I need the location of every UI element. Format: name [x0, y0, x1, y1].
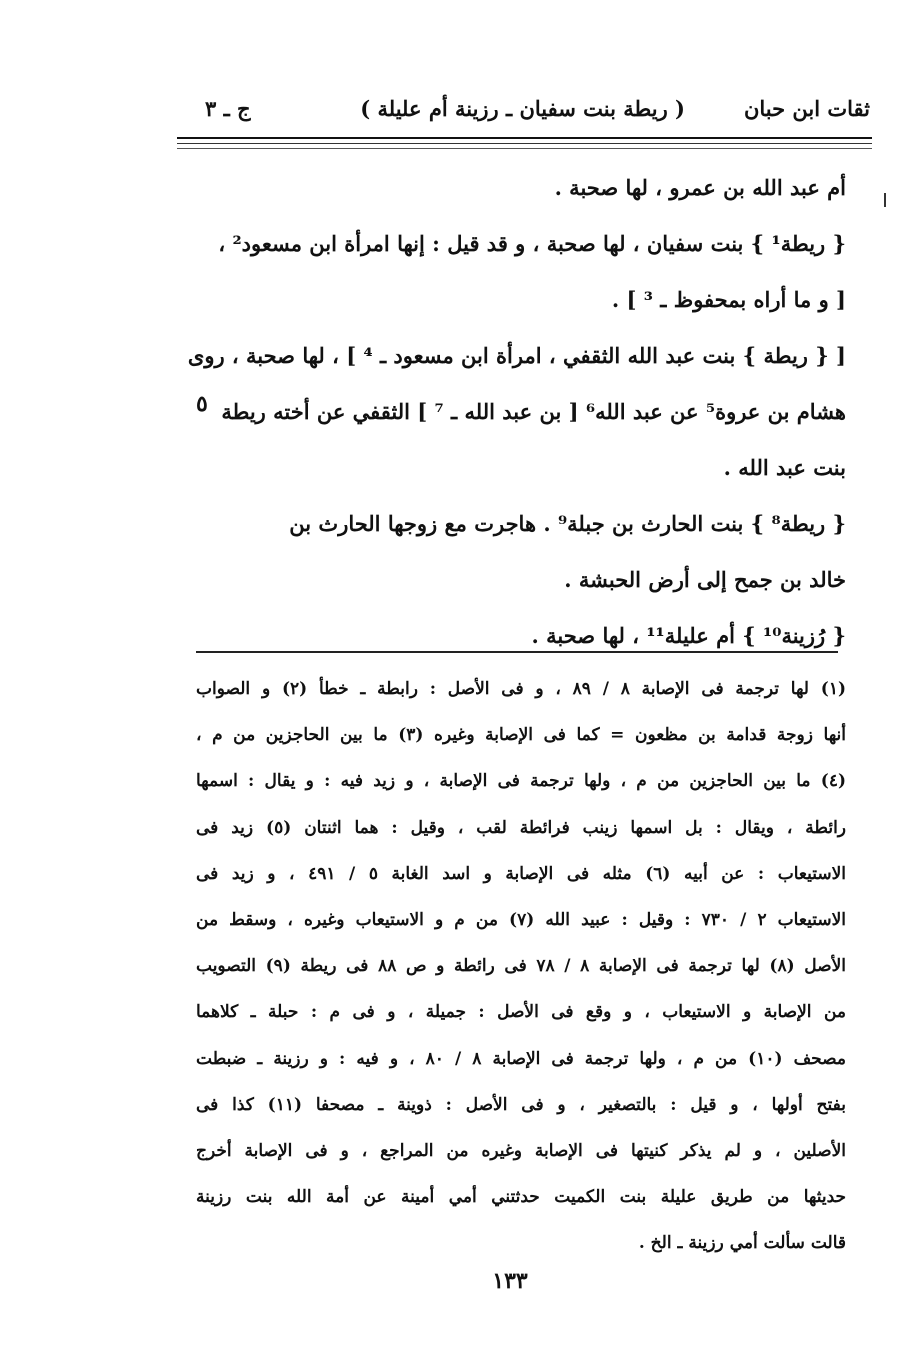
text-line: [ { ريطة } بنت عبد الله الثقفي ، امرأة ابن مسعود ـ ⁴ ] ، لها صحبة ، روى — [187, 343, 846, 368]
text-line: هشام بن عروة⁵ عن عبد الله⁶ [ بن عبد الله ـ ⁷ ] الثقفي عن أخته ريطة — [221, 399, 846, 424]
footnote-line: قالت سألت أمي رزينة ـ الخ . — [638, 1233, 846, 1254]
header-rule-secondary — [177, 143, 872, 144]
footnote-line: رائطة ، ويقال : بل اسمها زينب فرائطة لقب ، وقيل : هما اثنتان (٥) زيد فى — [196, 817, 846, 838]
main-text — [187, 160, 846, 664]
text-line: { رُزينة¹⁰ } أم عليلة¹¹ ، لها صحبة . — [531, 623, 846, 648]
margin-mark — [884, 193, 886, 207]
line-marker-number: ٥ — [196, 391, 208, 417]
footnote-line: الاستيعاب : عن أبيه (٦) مثله فى الإصابة و اسد الغابة ٥ / ٤٩١ ، و زيد فى — [196, 863, 847, 884]
footnote-line: الأصل (٨) لها ترجمة فى الإصابة ٨ / ٧٨ فى رائطة و ص ٨٨ فى ريطة (٩) التصويب — [196, 956, 846, 977]
footnote-line: حديثها من طريق عليلة بنت الكميت حدثتني أمي أمينة عن أمة الله بنت رزينة — [196, 1187, 846, 1208]
footnotes — [196, 666, 846, 1266]
footnote-line: (٤) ما بين الحاجزين من م ، ولها ترجمة فى الإصابة ، و زيد فيه : و يقال : اسمها — [196, 771, 846, 792]
entries-range: ( ريطة بنت سفيان ـ رزينة أم عليلة ) — [360, 96, 685, 121]
footnote-line: الأصلين ، و لم يذكر كنيتها فى الإصابة وغيره من المراجع ، و فى الإصابة أخرج — [196, 1140, 846, 1161]
book-title: ثقات ابن حبان — [743, 96, 870, 121]
footnote-line: (١) لها ترجمة فى الإصابة ٨ / ٨٩ ، و فى الأصل : رابطة ـ خطأ (٢) و الصواب — [196, 679, 846, 699]
footnote-line: من الإصابة و الاستيعاب ، و وقع فى الأصل : جميلة ، و فى م : حبلة ـ كلاهما — [196, 1002, 846, 1023]
page-number: ١٣٣ — [492, 1268, 528, 1294]
header-rule — [177, 137, 872, 139]
footnote-line: مصحف (١٠) من م ، ولها ترجمة فى الإصابة ٨ / ٨٠ ، و فيه : و رزينة ـ ضبطت — [196, 1048, 846, 1069]
footnote-line: أنها زوجة قدامة بن مظعون = كما فى الإصابة وغيره (٣) ما بين الحاجزين من م ، — [196, 725, 846, 746]
footnote-line: الاستيعاب ٢ / ٧٣٠ : وقيل : عبيد الله (٧) من م و الاستيعاب وغيره ، وسقط من — [196, 909, 846, 930]
volume-number: ج ـ ٣ — [205, 96, 251, 121]
running-header — [175, 92, 870, 132]
text-line: خالد بن جمح إلى أرض الحبشة . — [564, 567, 846, 592]
footnote-line: بفتح أولها ، و قيل : بالتصغير ، و فى الأصل : ذوينة ـ مصحفا (١١) كذا فى — [196, 1094, 846, 1115]
header-rule-tertiary — [177, 148, 872, 149]
text-line: [ و ما أراه بمحفوظ ـ ³ ] . — [611, 287, 846, 312]
text-line: بنت عبد الله . — [723, 455, 846, 480]
text-line: أم عبد الله بن عمرو ، لها صحبة . — [554, 175, 846, 200]
footnote-separator — [196, 651, 838, 653]
text-line: { ريطة¹ } بنت سفيان ، لها صحبة ، و قد قيل : إنها امرأة ابن مسعود² ، — [218, 231, 846, 256]
text-line: { ريطة⁸ } بنت الحارث بن جبلة⁹ . هاجرت مع زوجها الحارث بن — [289, 511, 846, 536]
